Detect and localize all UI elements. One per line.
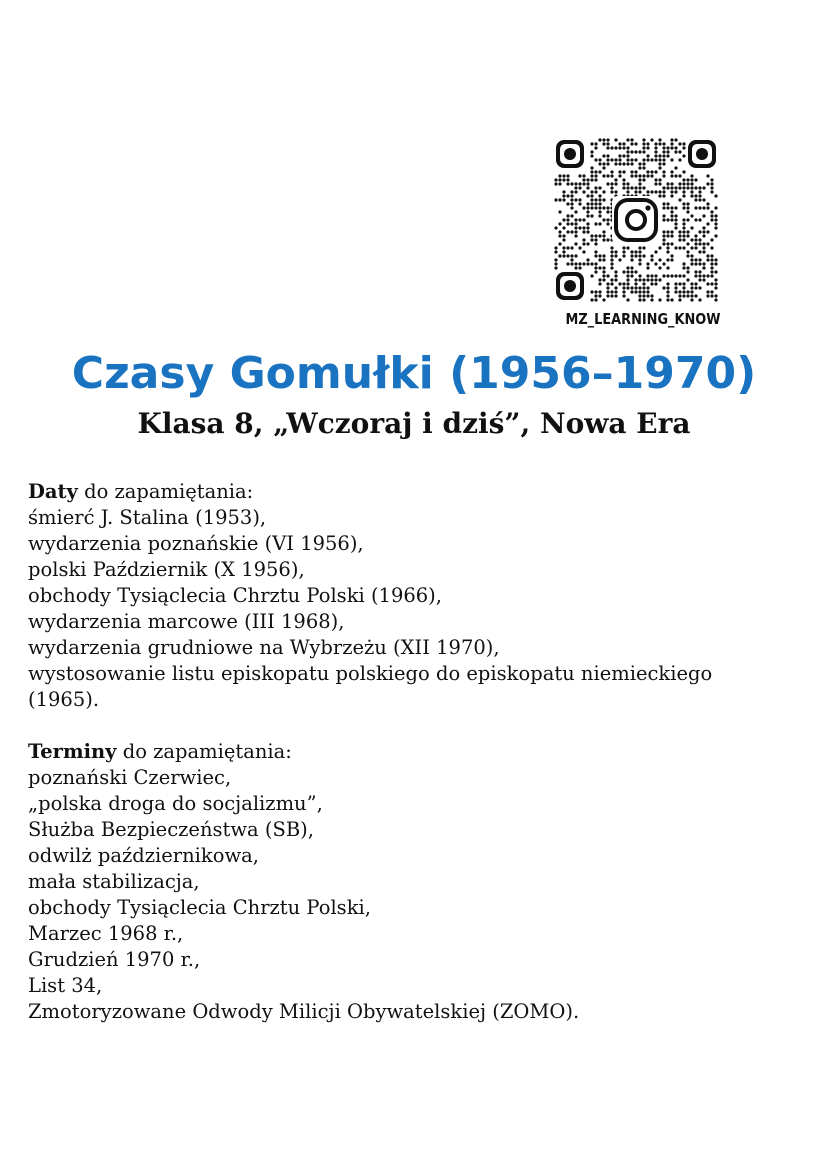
term-item: obchody Tysiąclecia Chrztu Polski, — [28, 896, 371, 919]
main-content — [28, 479, 818, 1025]
page-subtitle: Klasa 8, „Wczoraj i dziś”, Nowa Era — [137, 407, 691, 440]
qr-finder-top-right — [688, 140, 716, 168]
dates-heading-bold: Daty — [28, 480, 78, 503]
date-item: wystosowanie listu episkopatu polskiego do episkopatu niemieckiego — [28, 662, 713, 685]
dates-heading-rest: do zapamiętania: — [77, 480, 254, 503]
terms-heading-bold: Terminy — [28, 740, 117, 763]
instagram-icon — [612, 196, 660, 244]
date-item: wydarzenia marcowe (III 1968), — [28, 610, 345, 633]
term-item: Zmotoryzowane Odwody Milicji Obywatelskiej (ZOMO). — [28, 1000, 580, 1023]
instagram-handle: MZ_LEARNING_KNOW — [565, 310, 721, 328]
instagram-qr-code-icon — [554, 138, 718, 302]
date-item: (1965). — [28, 688, 100, 711]
terms-heading — [28, 739, 818, 765]
page-title: Czasy Gomułki (1956–1970) — [71, 348, 757, 399]
term-item: Grudzień 1970 r., — [28, 948, 201, 971]
date-item: wydarzenia grudniowe na Wybrzeżu (XII 1970), — [28, 636, 500, 659]
term-item: „polska droga do socjalizmu”, — [28, 792, 323, 815]
date-item: obchody Tysiąclecia Chrztu Polski (1966), — [28, 584, 442, 607]
term-item: mała stabilizacja, — [28, 870, 200, 893]
term-item: Służba Bezpieczeństwa (SB), — [28, 818, 314, 841]
term-item: List 34, — [28, 974, 103, 997]
date-item: śmierć J. Stalina (1953), — [28, 506, 267, 529]
qr-finder-bottom-left — [556, 272, 584, 300]
section-spacer — [28, 713, 818, 739]
terms-heading-rest: do zapamiętania: — [116, 740, 292, 763]
term-item: odwilż październikowa, — [28, 844, 259, 867]
qr-finder-top-left — [556, 140, 584, 168]
dates-heading — [28, 479, 818, 505]
date-item: polski Październik (X 1956), — [28, 558, 305, 581]
term-item: Marzec 1968 r., — [28, 922, 184, 945]
term-item: poznański Czerwiec, — [28, 766, 232, 789]
date-item: wydarzenia poznańskie (VI 1956), — [28, 532, 364, 555]
qr-code-block — [554, 138, 721, 328]
